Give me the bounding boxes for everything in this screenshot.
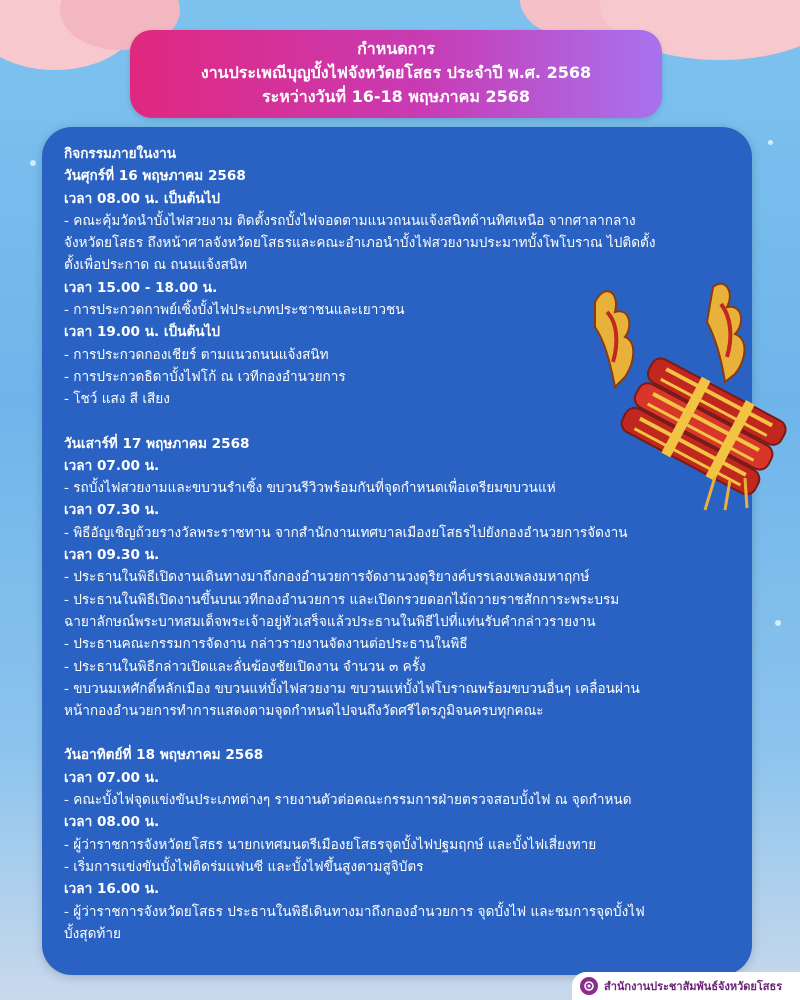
activity-item: บั้งสุดท้าย	[64, 925, 121, 942]
section-title: กิจกรรมภายในงาน	[64, 146, 177, 162]
title-line-1: กำหนดการ	[357, 39, 435, 58]
activity-item: - การประกวดกาพย์เซิ้งบั้งไฟประเภทประชาชนและเยาวชน	[64, 302, 405, 319]
time-slot: เวลา 08.00 น.	[64, 814, 160, 831]
prd-logo-icon	[580, 977, 598, 995]
title-line-3: ระหว่างวันที่ 16-18 พฤษภาคม 2568	[262, 87, 530, 106]
schedule-panel	[42, 127, 752, 975]
naga-rocket-illustration	[585, 282, 800, 512]
activity-item: - ขบวนมเหศักดิ์หลักเมือง ขบวนแห่บั้งไฟสวยงาม ขบวนแห่บั้งไฟโบราณพร้อมขบวนอื่นๆ เคลื่อนผ่าน	[64, 680, 640, 697]
sparkle-decoration	[768, 140, 773, 145]
activity-item: - ประธานในพิธีเปิดงานเดินทางมาถึงกองอำนวยการจัดงานวงดุริยางค์บรรเลงเพลงมหาฤกษ์	[64, 569, 590, 586]
activity-item: จังหวัดยโสธร ถึงหน้าศาลจังหวัดยโสธรและคณะอำเภอนำบั้งไฟสวยงามประมาทบั้งโพโบราณ ไปติดตั้ง	[64, 235, 656, 252]
activity-item: - เริ่มการแข่งขันบั้งไฟติดร่มแฟนซี และบั้งไฟขึ้นสูงตามสูจิบัตร	[64, 858, 424, 875]
time-slot: เวลา 15.00 - 18.00 น.	[64, 279, 218, 296]
time-slot: เวลา 09.30 น.	[64, 547, 160, 564]
activity-item: - โชว์ แสง สี เสียง	[64, 391, 170, 408]
title-banner	[130, 30, 662, 118]
activity-item: - คณะคุ้มวัดนำบั้งไฟสวยงาม ติดตั้งรถบั้งไฟจอดตามแนวถนนแจ้งสนิทด้านทิศเหนือ จากศาลากลาง	[64, 212, 636, 229]
sparkle-decoration	[775, 620, 781, 626]
time-slot: เวลา 07.00 น.	[64, 769, 160, 786]
activity-item: - พิธีอัญเชิญถ้วยรางวัลพระราชทาน จากสำนักงานเทศบาลเมืองยโสธรไปยังกองอำนวยการจัดงาน	[64, 524, 628, 541]
sparkle-decoration	[30, 160, 36, 166]
schedule-content	[64, 143, 738, 945]
time-slot: เวลา 07.00 น.	[64, 457, 160, 474]
activity-item: - ประธานคณะกรรมการจัดงาน กล่าวรายงานจัดงานต่อประธานในพิธี	[64, 636, 468, 653]
day-heading: วันเสาร์ที่ 17 พฤษภาคม 2568	[64, 435, 250, 452]
activity-item: - ผู้ว่าราชการจังหวัดยโสธร ประธานในพิธีเดินทางมาถึงกองอำนวยการ จุดบั้งไฟ และชมการจุดบั้งไฟ	[64, 903, 645, 920]
activity-item: - การประกวดธิดาบั้งไฟโก้ ณ เวทีกองอำนวยการ	[64, 368, 346, 385]
time-slot: เวลา 08.00 น. เป็นต้นไป	[64, 190, 221, 207]
activity-item: - คณะบั้งไฟจุดแข่งขันประเภทต่างๆ รายงานตัวต่อคณะกรรมการฝ่ายตรวจสอบบั้งไฟ ณ จุดกำหนด	[64, 792, 632, 809]
credit-text: สำนักงานประชาสัมพันธ์จังหวัดยโสธร	[604, 980, 783, 993]
day-heading: วันศุกร์ที่ 16 พฤษภาคม 2568	[64, 168, 246, 185]
activity-item: ตั้งเพื่อประกาด ณ ถนนแจ้งสนิท	[64, 257, 248, 274]
time-slot: เวลา 07.30 น.	[64, 502, 160, 519]
day-heading: วันอาทิตย์ที่ 18 พฤษภาคม 2568	[64, 747, 264, 764]
title-line-2: งานประเพณีบุญบั้งไฟจังหวัดยโสธร ประจำปี พ.ศ. 2568	[200, 63, 592, 82]
activity-item: - ประธานในพิธีกล่าวเปิดและลั่นฆ้องชัยเปิดงาน จำนวน ๓ ครั้ง	[64, 658, 426, 675]
time-slot: เวลา 19.00 น. เป็นต้นไป	[64, 324, 221, 341]
activity-item: - รถบั้งไฟสวยงามและขบวนรำเซิ้ง ขบวนรีวิวพร้อมกันที่จุดกำหนดเพื่อเตรียมขบวนแห่	[64, 480, 556, 497]
activity-item: - ประธานในพิธีเปิดงานขึ้นบนเวทีกองอำนวยการ และเปิดกรวยดอกไม้ถวายราชสักการะพระบรม	[64, 591, 620, 608]
credit-badge	[572, 972, 800, 1000]
activity-item: - การประกวดกองเชียร์ ตามแนวถนนแจ้งสนิท	[64, 346, 329, 363]
activity-item: - ผู้ว่าราชการจังหวัดยโสธร นายกเทศมนตรีเมืองยโสธรจุดบั้งไฟปฐมฤกษ์ และบั้งไฟเสี่ยงทาย	[64, 836, 597, 853]
time-slot: เวลา 16.00 น.	[64, 881, 160, 898]
activity-item: หน้ากองอำนวยการทำการแสดงตามจุดกำหนดไปจนถึงวัดศรีไตรภูมิจนครบทุกคณะ	[64, 703, 544, 720]
activity-item: ฉายาลักษณ์พระบาทสมเด็จพระเจ้าอยู่หัวเสร็จแล้วประธานในพิธีไปที่แท่นรับคำกล่าวรายงาน	[64, 613, 596, 630]
